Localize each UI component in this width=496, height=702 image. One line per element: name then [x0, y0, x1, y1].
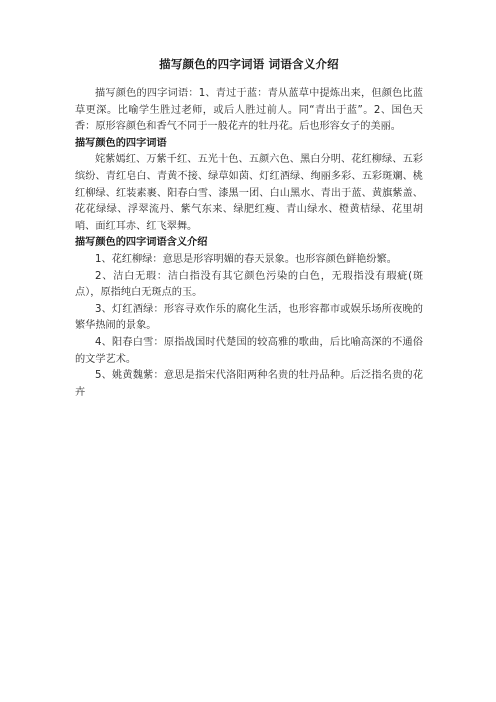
document-page	[75, 56, 423, 401]
section-heading-meanings: 描写颜色的四字词语含义介绍	[75, 237, 208, 249]
section-heading-words: 描写颜色的四字词语	[75, 137, 167, 149]
meaning-item-2: 2、洁白无瑕：洁白指没有其它颜色污染的白色，无瑕指没有瑕疵(斑点），原指纯白无斑点的玉。	[75, 270, 423, 299]
meaning-item-4: 4、阳春白雪：原指战国时代楚国的较高雅的歌曲，后比喻高深的不通俗的文学艺术。	[75, 336, 423, 365]
word-list-paragraph: 姹紫嫣红、万紫千红、五光十色、五颜六色、黑白分明、花红柳绿、五彩缤纷、青红皂白、青黄不接、绿草如茵、灯红酒绿、绚丽多彩、五彩斑斓、桃红柳绿、红装素裹、阳春白雪、漆黑一团、白山黑水、青出于蓝、黄旗紫盖、花花绿绿、浮翠流丹、紫气东来、绿肥红瘦、青山绿水、橙黄桔绿、花里胡哨、面红耳赤、红飞翠舞。	[75, 154, 423, 232]
document-title: 描写颜色的四字词语 词语含义介绍	[159, 57, 339, 71]
intro-paragraph: 描写颜色的四字词语：1、青过于蓝：青从蓝草中提炼出来，但颜色比蓝草更深。比喻学生胜过老师，或后人胜过前人。同“青出于蓝”。2、国色天香：原形容颜色和香气不同于一般花卉的牡丹花。后也形容女子的美丽。	[75, 88, 423, 133]
meaning-item-3: 3、灯红酒绿：形容寻欢作乐的腐化生活，也形容都市或娱乐场所夜晚的繁华热闹的景象。	[75, 303, 423, 332]
meaning-item-1: 1、花红柳绿：意思是形容明媚的春天景象。也形容颜色鲜艳纷繁。	[95, 253, 397, 265]
meaning-item-5: 5、姚黄魏紫：意思是指宋代洛阳两种名贵的牡丹品种。后泛指名贵的花卉	[75, 370, 423, 398]
